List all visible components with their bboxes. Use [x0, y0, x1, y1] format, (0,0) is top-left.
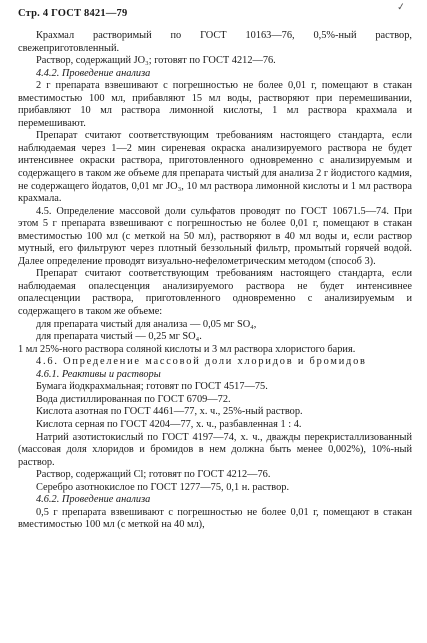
section-heading-4-4-2: 4.4.2. Проведение анализа — [36, 67, 151, 79]
standard-number: ГОСТ 8421—79 — [51, 8, 128, 19]
page-header — [18, 8, 127, 19]
paragraph-conformity-sulfates: Препарат считают соответствующим требованиям настоящего стандарта, если наблюдаемая опалесценция анализируемого раствора не будет интенсивнее опалесценции раствора, приготовленного одновременно с анализируемым и содержащего в таком же объеме: — [18, 268, 412, 318]
section-heading-4-6: 4.6. Определение массовой доли хлоридов и бромидов — [36, 356, 367, 368]
paragraph-4-5-sulfates: 4.5. Определение массовой доли сульфатов проводят по ГОСТ 10671.5—74. При этом 5 г препарата взвешивают с погрешностью не более 0,01 г, помещают в стакан вместимостью 100 мл (с меткой на 50 мл), растворяют в 40 мл воды и, если раствор мутный, его фильтруют через плотный беззольный фильтр, промытый горячей водой. Далее определение проводят визуально-нефелометрическим методом (способ 3). — [18, 205, 412, 267]
section-heading-4-6-1: 4.6.1. Реактивы и растворы — [36, 368, 161, 380]
reagent-nitric-acid: Кислота азотная по ГОСТ 4461—77, х. ч., 25%-ный раствор. — [36, 406, 303, 418]
list-item-analytical-grade: для препарата чистый для анализа — 0,05 мг SO₄, — [36, 318, 257, 330]
corner-handwritten-mark: ✓ — [395, 1, 406, 14]
document-body — [18, 30, 412, 532]
section-heading-4-6-2: 4.6.2. Проведение анализа — [36, 494, 151, 506]
paragraph-chloride-procedure: 0,5 г препарата взвешивают с погрешностью не более 0,01 г, помещают в стакан вместимостью 100 мл (с меткой на 40 мл), — [18, 506, 412, 531]
paragraph-reagents-additions: 1 мл 25%-ного раствора соляной кислоты и 3 мл раствора хлористого бария. — [18, 343, 356, 355]
reagent-sulfuric-acid: Кислота серная по ГОСТ 4204—77, х. ч., разбавленная 1 : 4. — [36, 418, 302, 430]
reagent-chloride-solution: Раствор, содержащий Cl; готовят по ГОСТ 4212—76. — [36, 469, 271, 481]
paragraph-starch-reagent: Крахмал растворимый по ГОСТ 10163—76, 0,5%-ный раствор, свежеприготовленный. — [18, 30, 412, 54]
paragraph-analysis-procedure: 2 г препарата взвешивают с погрешностью не более 0,01 г, помещают в стакан вместимостью 100 мл, прибавляют 15 мл воды, растворяют при перемешивании, прибавляют 10 мл раствора лимонной кислоты, 1 мл раствора крахмала и перемешивают. — [18, 80, 412, 129]
list-item-pure-grade: для препарата чистый — 0,25 мг SO₄. — [36, 331, 202, 343]
paragraph-conformity-iodate: Препарат считают соответствующим требованиям настоящего стандарта, если наблюдаемая через 1—2 мин сиреневая окраска анализируемого раствора не будет интенсивнее окраски раствора, приготовленного одновременно с анализируемым и содержащего в таком же объеме для препарата чистый для анализа 2 г йодистого кадмия, не содержащего йодатов, 0,01 мг JO₃, 10 мл раствора лимонной кислоты и 1 мл раствора крахмала. — [18, 130, 412, 205]
reagent-iodine-starch-paper: Бумага йодкрахмальная; готовят по ГОСТ 4517—75. — [36, 381, 268, 393]
page-label: Стр. 4 — [18, 8, 49, 19]
reagent-silver-nitrate: Серебро азотнокислое по ГОСТ 1277—75, 0,1 н. раствор. — [36, 481, 290, 493]
reagent-sodium-nitrite: Натрий азотистокислый по ГОСТ 4197—74, х. ч., дважды перекристаллизованный (массовая доля хлоридов и бромидов в нем должна быть менее 0,002%), 10%-ный раствор. — [18, 431, 412, 468]
paragraph-jo3-solution: Раствор, содержащий JO₃; готовят по ГОСТ 4212—76. — [36, 55, 276, 67]
reagent-distilled-water: Вода дистиллированная по ГОСТ 6709—72. — [36, 393, 231, 405]
